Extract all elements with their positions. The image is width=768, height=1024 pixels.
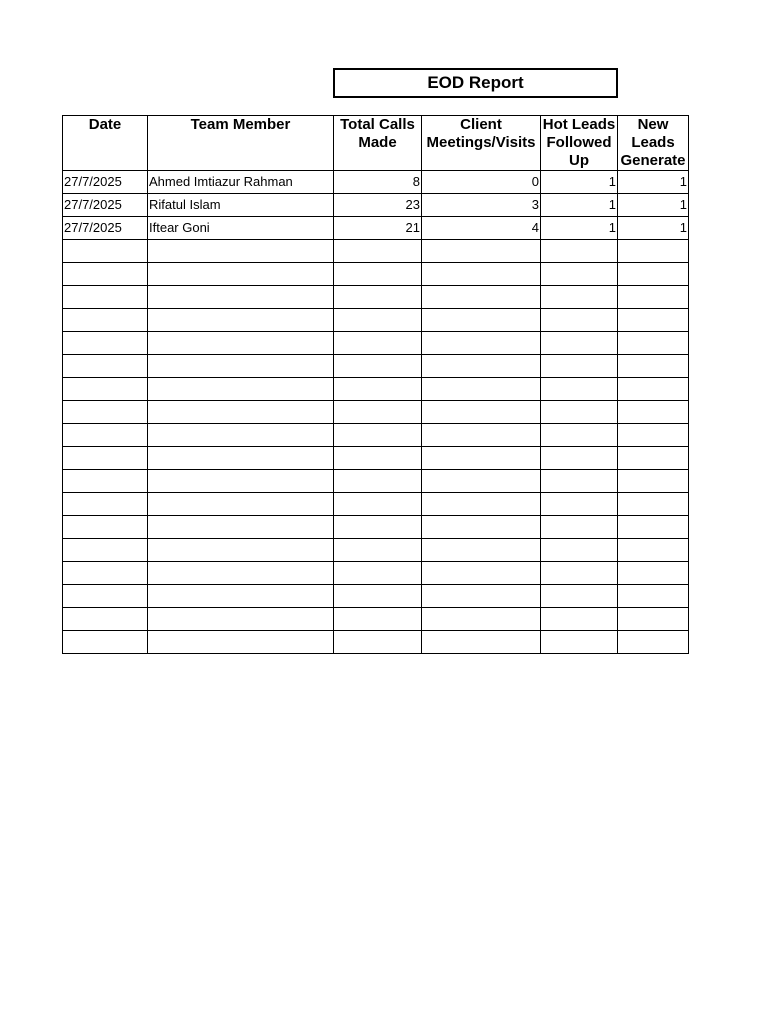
cell-client-meetings[interactable]: 0 (422, 171, 541, 194)
empty-row (63, 447, 689, 470)
cell-hot-leads[interactable]: 1 (541, 217, 618, 240)
cell-date[interactable] (63, 424, 148, 447)
cell-total-calls[interactable] (334, 470, 422, 493)
cell-new-leads[interactable]: 1 (618, 194, 689, 217)
cell-client-meetings[interactable] (422, 286, 541, 309)
cell-client-meetings[interactable] (422, 562, 541, 585)
cell-total-calls[interactable] (334, 286, 422, 309)
header-team-member: Team Member (148, 116, 334, 171)
empty-row (63, 240, 689, 263)
cell-client-meetings[interactable] (422, 516, 541, 539)
cell-hot-leads[interactable]: 1 (541, 171, 618, 194)
cell-team-member[interactable] (148, 424, 334, 447)
empty-row (63, 493, 689, 516)
cell-new-leads[interactable] (618, 470, 689, 493)
cell-new-leads[interactable] (618, 332, 689, 355)
cell-date[interactable] (63, 263, 148, 286)
cell-client-meetings[interactable] (422, 355, 541, 378)
cell-hot-leads[interactable] (541, 562, 618, 585)
cell-team-member[interactable] (148, 263, 334, 286)
eod-report-table (62, 115, 689, 654)
cell-team-member[interactable] (148, 585, 334, 608)
cell-new-leads[interactable]: 1 (618, 217, 689, 240)
cell-new-leads[interactable] (618, 493, 689, 516)
cell-new-leads[interactable] (618, 309, 689, 332)
cell-total-calls[interactable] (334, 562, 422, 585)
cell-hot-leads[interactable]: 1 (541, 194, 618, 217)
cell-team-member[interactable] (148, 493, 334, 516)
header-hot-leads: Hot Leads Followed Up (541, 116, 618, 171)
cell-client-meetings[interactable] (422, 608, 541, 631)
cell-hot-leads[interactable] (541, 608, 618, 631)
cell-new-leads[interactable] (618, 424, 689, 447)
empty-row (63, 309, 689, 332)
cell-client-meetings[interactable] (422, 631, 541, 654)
cell-client-meetings[interactable] (422, 470, 541, 493)
cell-total-calls[interactable] (334, 608, 422, 631)
empty-row (63, 378, 689, 401)
cell-date[interactable] (63, 355, 148, 378)
cell-date[interactable] (63, 401, 148, 424)
cell-team-member[interactable] (148, 378, 334, 401)
cell-client-meetings[interactable] (422, 493, 541, 516)
cell-team-member[interactable] (148, 447, 334, 470)
report-title: EOD Report (333, 68, 618, 98)
cell-date[interactable] (63, 608, 148, 631)
cell-date[interactable] (63, 447, 148, 470)
cell-total-calls[interactable] (334, 493, 422, 516)
cell-hot-leads[interactable] (541, 378, 618, 401)
cell-hot-leads[interactable] (541, 585, 618, 608)
cell-team-member[interactable]: Ahmed Imtiazur Rahman (148, 171, 334, 194)
cell-hot-leads[interactable] (541, 493, 618, 516)
cell-date[interactable] (63, 378, 148, 401)
cell-new-leads[interactable] (618, 585, 689, 608)
header-new-leads: New Leads Generate (618, 116, 689, 171)
cell-new-leads[interactable] (618, 631, 689, 654)
cell-date[interactable] (63, 562, 148, 585)
cell-hot-leads[interactable] (541, 332, 618, 355)
cell-new-leads[interactable] (618, 401, 689, 424)
cell-total-calls[interactable] (334, 631, 422, 654)
cell-new-leads[interactable] (618, 286, 689, 309)
header-total-calls: Total Calls Made (334, 116, 422, 171)
empty-row (63, 355, 689, 378)
cell-team-member[interactable] (148, 631, 334, 654)
empty-row (63, 263, 689, 286)
cell-new-leads[interactable] (618, 608, 689, 631)
cell-hot-leads[interactable] (541, 309, 618, 332)
cell-client-meetings[interactable] (422, 424, 541, 447)
header-date: Date (63, 116, 148, 171)
cell-hot-leads[interactable] (541, 240, 618, 263)
cell-team-member[interactable] (148, 332, 334, 355)
empty-row (63, 424, 689, 447)
cell-new-leads[interactable] (618, 378, 689, 401)
cell-new-leads[interactable] (618, 516, 689, 539)
cell-total-calls[interactable]: 23 (334, 194, 422, 217)
cell-date[interactable] (63, 493, 148, 516)
cell-team-member[interactable]: Iftear Goni (148, 217, 334, 240)
cell-hot-leads[interactable] (541, 401, 618, 424)
header-client-meetings: Client Meetings/Visits (422, 116, 541, 171)
cell-date[interactable]: 27/7/2025 (63, 171, 148, 194)
empty-row (63, 631, 689, 654)
cell-client-meetings[interactable] (422, 378, 541, 401)
cell-total-calls[interactable] (334, 585, 422, 608)
cell-team-member[interactable] (148, 240, 334, 263)
empty-row (63, 516, 689, 539)
cell-team-member[interactable] (148, 562, 334, 585)
cell-hot-leads[interactable] (541, 355, 618, 378)
cell-team-member[interactable] (148, 286, 334, 309)
cell-date[interactable] (63, 286, 148, 309)
cell-client-meetings[interactable] (422, 539, 541, 562)
cell-total-calls[interactable] (334, 539, 422, 562)
cell-team-member[interactable] (148, 401, 334, 424)
cell-new-leads[interactable] (618, 240, 689, 263)
empty-row (63, 401, 689, 424)
empty-row (63, 608, 689, 631)
report-body (63, 171, 689, 654)
cell-hot-leads[interactable] (541, 286, 618, 309)
cell-client-meetings[interactable]: 3 (422, 194, 541, 217)
cell-date[interactable] (63, 309, 148, 332)
cell-client-meetings[interactable] (422, 240, 541, 263)
cell-new-leads[interactable] (618, 562, 689, 585)
cell-new-leads[interactable] (618, 447, 689, 470)
cell-hot-leads[interactable] (541, 263, 618, 286)
cell-total-calls[interactable]: 21 (334, 217, 422, 240)
cell-hot-leads[interactable] (541, 631, 618, 654)
cell-date[interactable]: 27/7/2025 (63, 194, 148, 217)
cell-total-calls[interactable] (334, 378, 422, 401)
cell-client-meetings[interactable] (422, 447, 541, 470)
empty-row (63, 286, 689, 309)
cell-hot-leads[interactable] (541, 470, 618, 493)
cell-hot-leads[interactable] (541, 516, 618, 539)
cell-total-calls[interactable] (334, 263, 422, 286)
cell-total-calls[interactable] (334, 516, 422, 539)
cell-team-member[interactable] (148, 355, 334, 378)
cell-date[interactable] (63, 516, 148, 539)
cell-new-leads[interactable] (618, 539, 689, 562)
table-row (63, 171, 689, 194)
cell-new-leads[interactable]: 1 (618, 171, 689, 194)
cell-team-member[interactable] (148, 309, 334, 332)
header-row (63, 116, 689, 171)
cell-total-calls[interactable] (334, 309, 422, 332)
cell-total-calls[interactable] (334, 355, 422, 378)
empty-row (63, 470, 689, 493)
cell-date[interactable] (63, 470, 148, 493)
cell-client-meetings[interactable] (422, 401, 541, 424)
cell-date[interactable] (63, 539, 148, 562)
cell-total-calls[interactable] (334, 424, 422, 447)
empty-row (63, 562, 689, 585)
table-row (63, 194, 689, 217)
cell-hot-leads[interactable] (541, 424, 618, 447)
cell-total-calls[interactable]: 8 (334, 171, 422, 194)
cell-hot-leads[interactable] (541, 539, 618, 562)
cell-team-member[interactable] (148, 516, 334, 539)
cell-date[interactable] (63, 585, 148, 608)
cell-team-member[interactable] (148, 539, 334, 562)
cell-date[interactable] (63, 240, 148, 263)
cell-date[interactable] (63, 631, 148, 654)
cell-client-meetings[interactable] (422, 309, 541, 332)
cell-new-leads[interactable] (618, 263, 689, 286)
cell-total-calls[interactable] (334, 401, 422, 424)
empty-row (63, 585, 689, 608)
cell-team-member[interactable] (148, 470, 334, 493)
cell-client-meetings[interactable] (422, 332, 541, 355)
cell-date[interactable] (63, 332, 148, 355)
cell-client-meetings[interactable]: 4 (422, 217, 541, 240)
cell-client-meetings[interactable] (422, 585, 541, 608)
cell-team-member[interactable]: Rifatul Islam (148, 194, 334, 217)
cell-total-calls[interactable] (334, 240, 422, 263)
cell-total-calls[interactable] (334, 447, 422, 470)
cell-total-calls[interactable] (334, 332, 422, 355)
cell-hot-leads[interactable] (541, 447, 618, 470)
cell-new-leads[interactable] (618, 355, 689, 378)
cell-team-member[interactable] (148, 608, 334, 631)
empty-row (63, 332, 689, 355)
empty-row (63, 539, 689, 562)
cell-date[interactable]: 27/7/2025 (63, 217, 148, 240)
table-row (63, 217, 689, 240)
cell-client-meetings[interactable] (422, 263, 541, 286)
